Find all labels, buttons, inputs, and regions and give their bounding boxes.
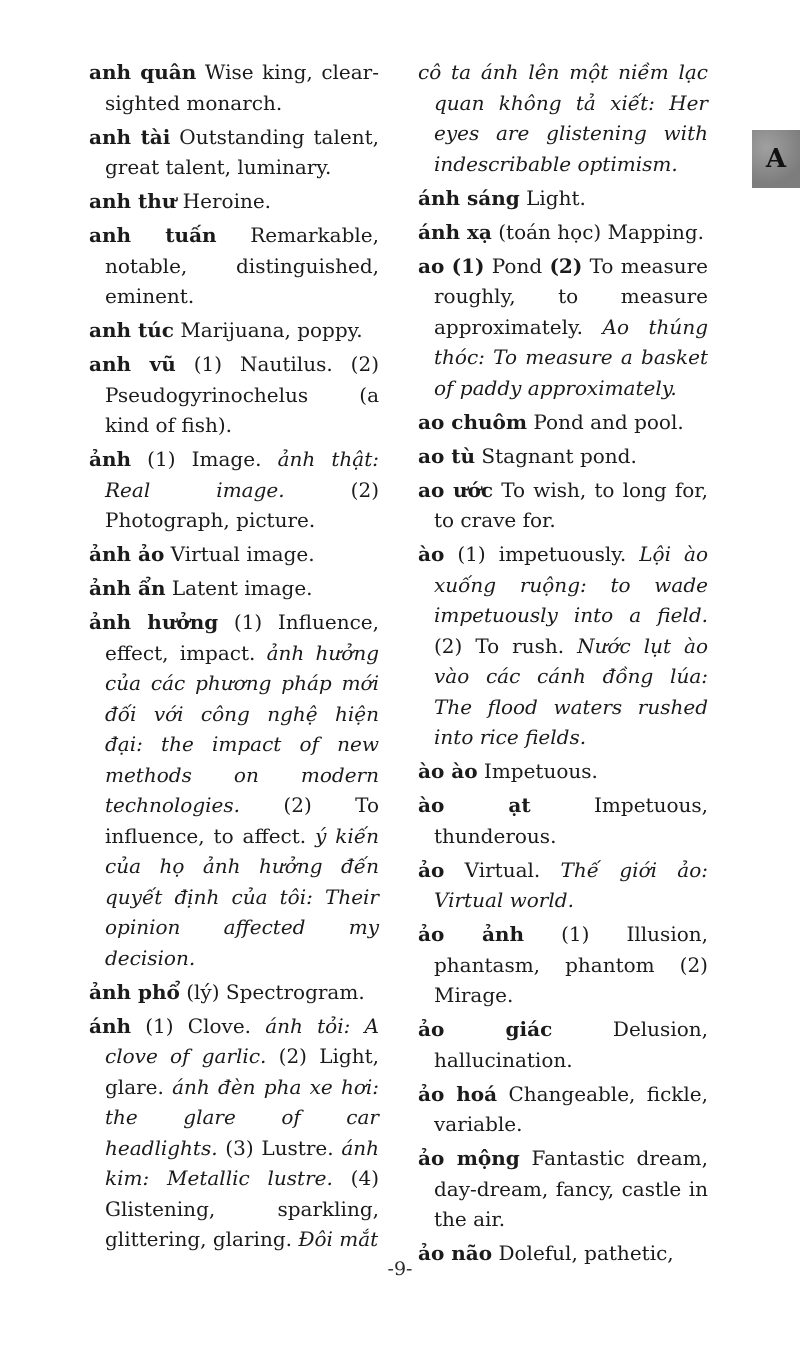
entry-headword: ao tù — [418, 443, 476, 468]
entry-headword: anh quân — [89, 60, 197, 84]
entry-text: (1) Clove. — [131, 1013, 266, 1038]
entry-text: Heroine. — [176, 189, 272, 213]
entry-text: Outstanding talent, great talent, luminary. — [105, 124, 379, 179]
entry-headword: ào ạt — [418, 793, 531, 817]
entry-text: (1) Influence, effect, impact. — [105, 610, 379, 665]
entry-example: Nước lụt ào vào các cánh đồng lúa: The flood waters rushed into rice fields. — [434, 633, 708, 749]
entry-example: Ao thúng thóc: To measure a basket of paddy approximately. — [434, 314, 708, 400]
entry-headword: ảo não — [418, 1241, 493, 1265]
entry-text: Delusion, hallucination. — [434, 1017, 708, 1072]
entry-sense-number: (2) — [549, 253, 583, 278]
entry-headword: ảnh hưởng — [89, 610, 219, 634]
entry-text: (2) Light, glare. — [105, 1044, 379, 1099]
dictionary-entry — [418, 183, 708, 214]
dictionary-entry — [89, 444, 379, 536]
dictionary-entry — [418, 1079, 708, 1140]
dictionary-entry — [89, 186, 379, 217]
dictionary-entry — [418, 790, 708, 851]
entry-text: To wish, to long for, to crave for. — [434, 477, 708, 532]
entry-headword: ảo hoá — [418, 1081, 498, 1106]
dictionary-entry — [418, 539, 708, 753]
dictionary-entry — [418, 1143, 708, 1235]
dictionary-entry — [89, 220, 379, 312]
entry-headword: ánh — [89, 1013, 132, 1038]
entry-text: (lý) Spectrogram. — [179, 979, 365, 1004]
entry-example: Đôi mắt — [298, 1227, 379, 1251]
entry-example: ý kiến của họ ảnh hưởng đến quyết định của tôi: Their opinion affected my decision. — [105, 823, 379, 970]
left-column — [89, 57, 379, 1258]
entry-text: (4) Glistening, sparkling, glittering, glaring. — [105, 1166, 380, 1251]
entry-example: ánh kim: Metallic lustre. — [105, 1135, 379, 1190]
entry-text: (1) Illusion, phantasm, phantom (2) Mirage. — [434, 922, 708, 1007]
entry-headword: ảo — [418, 857, 445, 882]
dictionary-entry — [89, 57, 379, 118]
entry-example: Lội ào xuống ruộng: to wade impetuously into a field. — [434, 542, 708, 627]
entry-text: Virtual image. — [164, 542, 315, 566]
entry-headword: anh thư — [89, 189, 177, 213]
entry-example: ảnh thật: Real image. — [105, 447, 379, 502]
entry-text: (3) Lustre. — [217, 1135, 342, 1160]
entry-text: (1) Nautilus. (2) Pseudogyrinochelus (a kind of fish). — [105, 352, 379, 437]
entry-text: Impetuous, thunderous. — [434, 793, 708, 848]
entry-text: Pond and pool. — [527, 409, 684, 434]
entry-text — [444, 254, 451, 278]
dictionary-entry — [418, 756, 708, 787]
entry-headword: ảo giác — [418, 1017, 553, 1041]
entry-text: Latent image. — [165, 576, 313, 600]
page-number: -9- — [387, 1258, 413, 1280]
entry-headword: ao ước — [418, 477, 494, 502]
entry-text: Virtual. — [444, 857, 561, 882]
entry-headword: ào — [418, 542, 445, 566]
entry-text: (2) To influence, to affect. — [105, 793, 379, 848]
dictionary-entry — [418, 407, 708, 438]
entry-headword: anh vũ — [89, 352, 176, 376]
entry-example: ảnh hưởng của các phương pháp mới đối với công nghệ hiện đại: the impact of new methods on modern technologies. — [105, 640, 380, 817]
dictionary-entry — [89, 539, 379, 570]
entry-example: Thế giới ảo: Virtual world. — [434, 857, 708, 912]
entry-text: Fantastic dream, day-dream, fancy, castle in the air. — [434, 1146, 708, 1231]
entry-text: Light. — [519, 185, 586, 210]
dictionary-entry — [89, 1011, 379, 1255]
entry-text: (1) impetuously. — [444, 542, 640, 566]
dictionary-entry — [418, 251, 708, 404]
entry-text: (1) Image. — [131, 447, 278, 471]
dictionary-entry — [89, 607, 379, 973]
entry-continuation — [418, 57, 708, 179]
entry-text: (2) Photograph, picture. — [105, 477, 380, 532]
dictionary-entry — [418, 1014, 708, 1075]
entry-headword: ảnh ảo — [89, 542, 165, 566]
entry-text: (toán học) Mapping. — [491, 219, 705, 244]
entry-headword: ảnh phổ — [89, 979, 180, 1004]
right-column — [418, 57, 708, 1272]
dictionary-entry — [418, 919, 708, 1011]
entry-headword: ánh xạ — [418, 219, 492, 244]
entry-text: Doleful, pathetic, — [492, 1241, 674, 1265]
entry-headword: ao chuôm — [418, 409, 528, 434]
dictionary-entry — [89, 122, 379, 183]
entry-text: Pond — [484, 253, 550, 278]
entry-example: ánh đèn pha xe hơi: the glare of car headlights. — [105, 1074, 379, 1160]
entry-text: (2) To rush. — [434, 633, 578, 658]
entry-text: Impetuous. — [477, 759, 598, 783]
entry-text: Marijuana, poppy. — [173, 318, 363, 342]
entry-headword: ảnh — [89, 447, 132, 471]
section-tab-letter: A — [765, 144, 787, 174]
entry-headword: ao — [418, 253, 445, 278]
entry-headword: ảo mộng — [418, 1146, 520, 1170]
entry-example: cô ta ánh lên một niềm lạc quan không tả xiết: Her eyes are glistening with indescribable optimism. — [418, 60, 708, 176]
entry-example: ánh tỏi: A clove of garlic. — [105, 1013, 379, 1068]
entry-text: Stagnant pond. — [475, 443, 637, 468]
entry-text: Wise king, clear-sighted monarch. — [105, 60, 380, 115]
entry-headword: anh tài — [89, 124, 171, 149]
dictionary-entry — [89, 349, 379, 441]
dictionary-entry — [89, 315, 379, 346]
dictionary-entry — [418, 475, 708, 536]
entry-headword: ào ào — [418, 759, 478, 783]
entry-headword: ảnh ẩn — [89, 576, 166, 600]
dictionary-entry — [418, 855, 708, 916]
entry-text: Remarkable, notable, distinguished, eminent. — [105, 223, 379, 308]
entry-headword: anh tuấn — [89, 223, 217, 247]
dictionary-entry — [418, 217, 708, 248]
entry-text: To measure roughly, to measure approximately. — [434, 253, 708, 339]
section-tab — [752, 130, 800, 188]
entry-text: Changeable, fickle, variable. — [434, 1081, 708, 1136]
dictionary-entry — [89, 977, 379, 1008]
entry-headword: ánh sáng — [418, 185, 520, 210]
entry-headword: anh túc — [89, 318, 174, 342]
entry-sense-number: (1) — [451, 253, 485, 278]
dictionary-entry — [89, 573, 379, 604]
entry-headword: ảo ảnh — [418, 922, 525, 946]
dictionary-entry — [418, 441, 708, 472]
